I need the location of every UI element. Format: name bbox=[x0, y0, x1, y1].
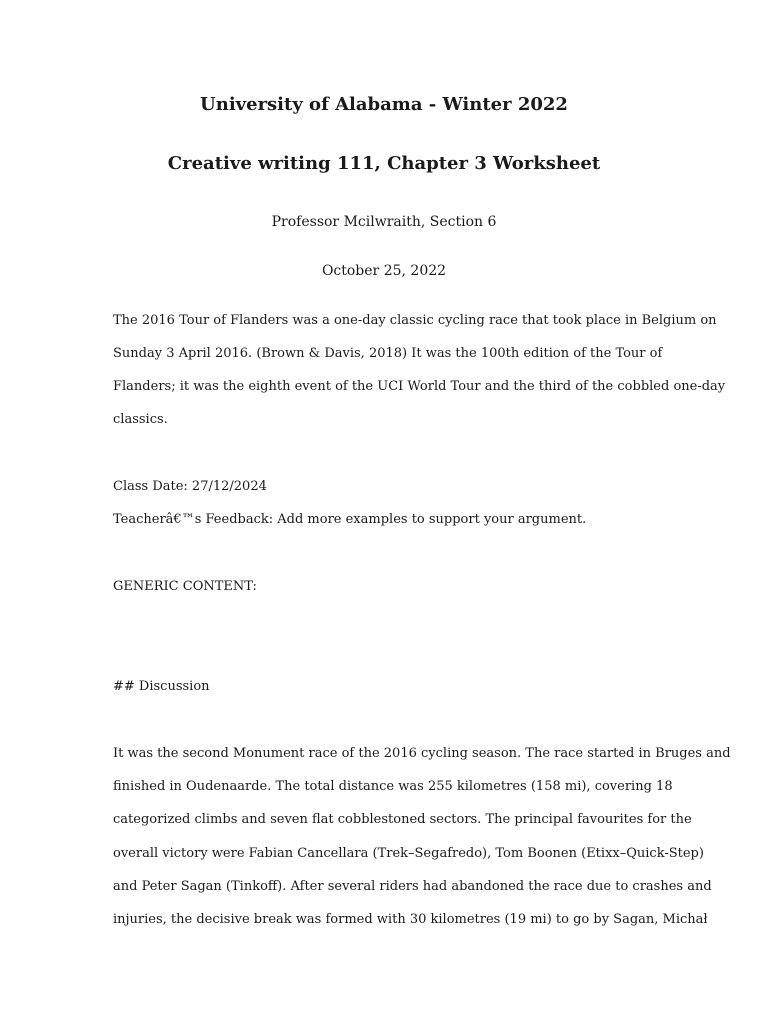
discussion-heading: ## Discussion bbox=[113, 679, 210, 694]
date-line: October 25, 2022 bbox=[321, 263, 447, 279]
discussion-line: categorized climbs and seven flat cobblestoned sectors. The principal favourites for the bbox=[113, 812, 692, 827]
discussion-line: overall victory were Fabian Cancellara (Trek–Segafredo), Tom Boonen (Etixx–Quick-Step) bbox=[113, 846, 704, 861]
intro-line: Sunday 3 April 2016. (Brown & Davis, 2018) It was the 100th edition of the Tour of bbox=[113, 346, 663, 361]
discussion-line: and Peter Sagan (Tinkoff). After several riders had abandoned the race due to crashes and bbox=[113, 879, 712, 894]
class-date: Class Date: 27/12/2024 bbox=[113, 479, 267, 494]
intro-line: Flanders; it was the eighth event of the UCI World Tour and the third of the cobbled one-day bbox=[113, 379, 726, 394]
worksheet-title: Creative writing 111, Chapter 3 Worksheet bbox=[167, 153, 601, 174]
university-heading: University of Alabama - Winter 2022 bbox=[200, 94, 568, 115]
discussion-line: It was the second Monument race of the 2016 cycling season. The race started in Bruges and bbox=[113, 746, 731, 761]
teacher-feedback: Teacherâ€™s Feedback: Add more examples to support your argument. bbox=[113, 512, 587, 527]
discussion-line: injuries, the decisive break was formed with 30 kilometres (19 mi) to go by Sagan, Michał bbox=[113, 912, 708, 927]
discussion-line: finished in Oudenaarde. The total distance was 255 kilometres (158 mi), covering 18 bbox=[113, 779, 673, 794]
intro-line: classics. bbox=[113, 412, 168, 427]
intro-line: The 2016 Tour of Flanders was a one-day classic cycling race that took place in Belgium on bbox=[113, 313, 717, 328]
generic-content-label: GENERIC CONTENT: bbox=[113, 579, 257, 594]
professor-line: Professor Mcilwraith, Section 6 bbox=[271, 214, 497, 230]
